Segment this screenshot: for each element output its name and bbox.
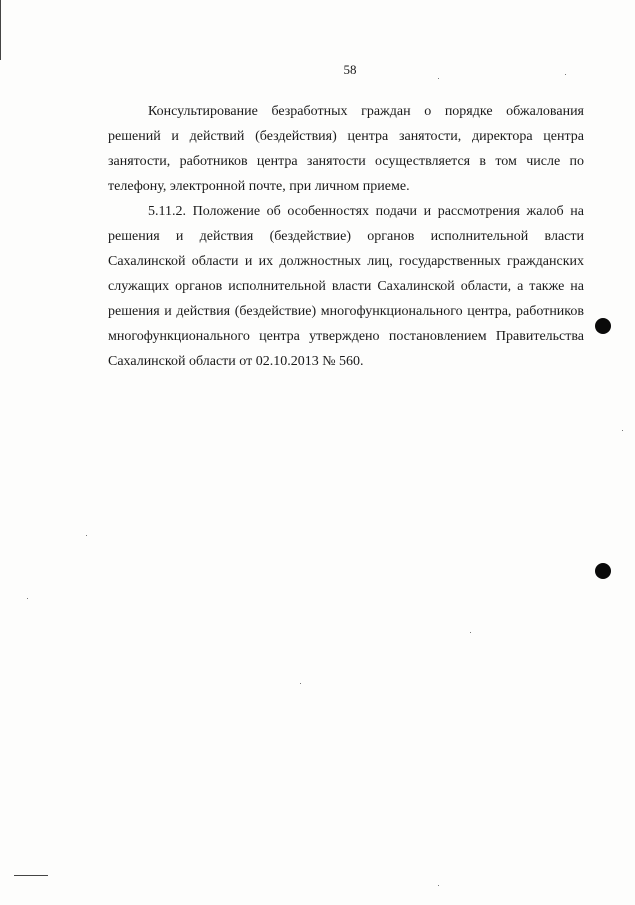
scan-speck bbox=[300, 683, 301, 684]
scan-speck bbox=[86, 535, 87, 536]
punch-hole bbox=[595, 318, 611, 334]
scan-speck bbox=[27, 598, 28, 599]
scan-speck bbox=[470, 632, 471, 633]
scan-speck bbox=[438, 885, 439, 886]
scan-speck bbox=[438, 78, 439, 79]
document-body bbox=[108, 99, 584, 374]
scan-speck bbox=[565, 74, 566, 75]
scan-edge-mark bbox=[0, 0, 1, 60]
punch-hole bbox=[595, 563, 611, 579]
scan-edge-mark bbox=[14, 875, 48, 876]
page-number: 58 bbox=[343, 62, 357, 77]
paragraph-5-11-2: 5.11.2. Положение об особенностях подачи и рассмотрения жалоб на решения и действия (бездействие) органов исполнительной власти Сахалинской области и их должностных лиц, государственных гражданских служащих органов исполнительной власти Сахалинской области, а также на решения и действия (бездействие) многофункционального центра, работников многофункционального центра утверждено постановлением Правительства Сахалинской области от 02.10.2013 № 560. bbox=[108, 204, 584, 369]
scan-speck bbox=[622, 430, 623, 431]
paragraph-consultation: Консультирование безработных граждан о порядке обжалования решений и действий (бездействия) центра занятости, директора центра занятости, работников центра занятости осуществляется в том числе по телефону, электронной почте, при личном приеме. bbox=[108, 104, 584, 194]
